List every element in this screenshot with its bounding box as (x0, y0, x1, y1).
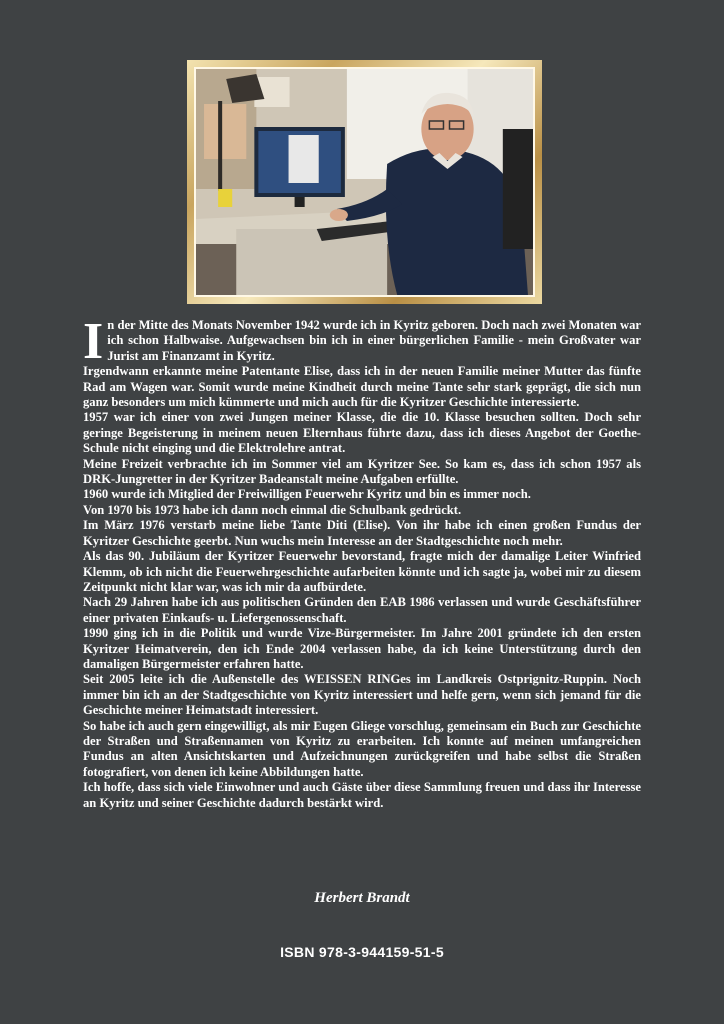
bio-paragraph: Als das 90. Jubiläum der Kyritzer Feuerwehr bevorstand, fragte mich der damalige Leiter Winfried Klemm, ob ich nicht die Feuerwehrgeschichte aufarbeiten könnte und ich sagte ja, wobei mir zu diesem Zeitpunkt nicht klar war, was ich mir da aufbürdete. (83, 549, 641, 594)
bio-paragraph: Von 1970 bis 1973 habe ich dann noch einmal die Schulbank gedrückt. (83, 502, 462, 517)
bio-paragraph: Im März 1976 verstarb meine liebe Tante Diti (Elise). Von ihr habe ich einen großen Fundus der Kyritzer Geschichte geerbt. Nun wuchs mein Interesse an der Stadtgeschichte noch mehr. (83, 518, 641, 548)
bio-paragraph: So habe ich auch gern eingewilligt, als mir Eugen Gliege vorschlug, gemeinsam ein Buch zur Geschichte der Straßen und Straßennamen von Kyritz zu erarbeiten. Ich konnte auf meinen umfangreichen Fundus an alten Ansichtskarten und Aufzeichnungen zurückgreifen und habe selbst die Straßen fotografiert, von denen ich keine Abbildungen hatte. (83, 718, 641, 779)
bio-paragraph: Nach 29 Jahren habe ich aus politischen Gründen den EAB 1986 verlassen und wurde Geschäftsführer einer privaten Einkaufs- u. Liefergenossenschaft. (83, 595, 641, 625)
author-biography (83, 313, 641, 811)
bio-paragraph: 1960 wurde ich Mitglied der Freiwilligen Feuerwehr Kyritz und bin es immer noch. (83, 487, 531, 502)
isbn-number: ISBN 978-3-944159-51-5 (280, 944, 444, 960)
bio-paragraph: Irgendwann erkannte meine Patentante Elise, dass ich in der neuen Familie meiner Mutter das fünfte Rad am Wagen war. Somit wurde meine Kindheit durch meine Tante sehr stark geprägt, die sich nun ganz besonders um mich kümmerte und mich auch für die Kyritzer Geschichte interessierte. (83, 364, 641, 410)
author-photo (194, 67, 535, 297)
photo-frame (187, 60, 542, 304)
bio-first-paragraph-text: n der Mitte des Monats November 1942 wurde ich in Kyritz geboren. Doch nach zwei Monaten war ich schon Halbwaise. Aufgewachsen bin ich in einer bürgerlichen Familie - mein Großvater war Jurist am Finanzamt in Kyritz. (107, 318, 641, 363)
author-signature: Herbert Brandt (314, 890, 410, 906)
bio-paragraph: Seit 2005 leite ich die Außenstelle des WEISSEN RINGes im Landkreis Ostprignitz-Ruppin. Noch immer bin ich an der Stadtgeschichte von Kyritz interessiert und helfe gern, wenn sich jemand für die Geschichte meiner Heimatstadt interessiert. (83, 672, 641, 718)
bio-paragraph: Meine Freizeit verbrachte ich im Sommer viel am Kyritzer See. So kam es, dass ich schon 1957 als DRK-Jungretter in der Kyritzer Badeanstalt meine Aufgaben erfüllte. (83, 456, 641, 487)
bio-paragraph: 1990 ging ich in die Politik und wurde Vize-Bürgermeister. Im Jahre 2001 gründete ich den ersten Kyritzer Heimatverein, den ich Ende 2004 verlassen habe, da ich keine Unterstützung durch den damaligen Bürgermeister erfahren hatte. (83, 626, 641, 671)
drop-cap: I (83, 313, 104, 370)
bio-first-paragraph (83, 313, 641, 370)
bio-paragraph: 1957 war ich einer von zwei Jungen meiner Klasse, die die 10. Klasse besuchen sollten. Doch sehr geringe Begeisterung in meinem neuen Elternhaus führte dazu, dass ich dieses Angebot der Goethe-Schule nicht einging und die Elektrolehre antrat. (83, 410, 641, 456)
bio-paragraph: Ich hoffe, dass sich viele Einwohner und auch Gäste über diese Sammlung freuen und dass ihr Interesse an Kyritz und seiner Geschichte dadurch bestärkt wird. (83, 780, 641, 810)
author-at-desk-photo-icon (196, 69, 533, 295)
